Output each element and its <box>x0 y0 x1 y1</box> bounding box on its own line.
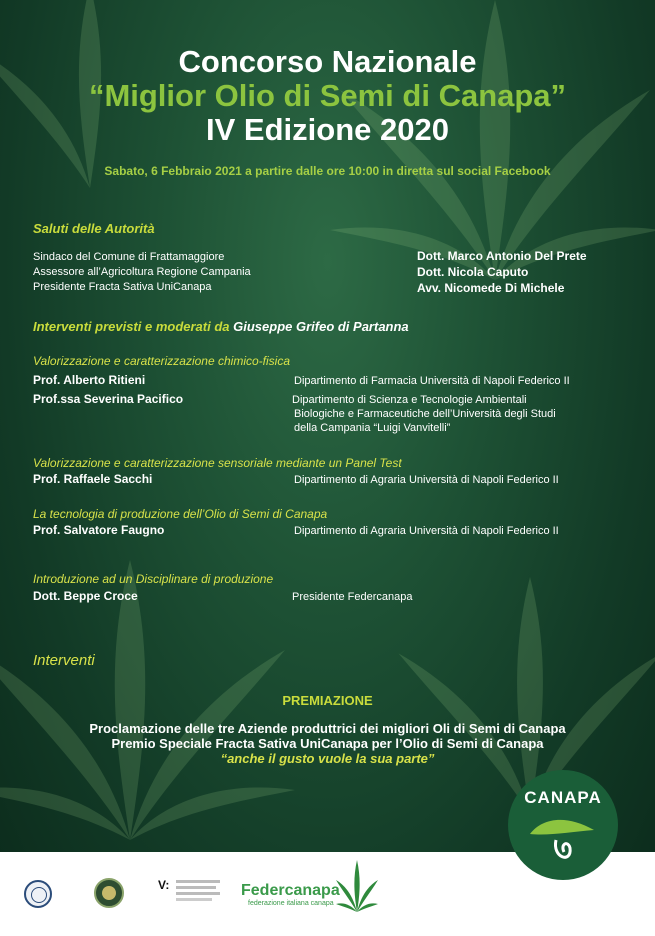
saluti-heading: Saluti delle Autorità <box>33 221 155 236</box>
saluti-roles <box>33 250 251 295</box>
premiazione-line-2: Premio Speciale Fracta Sativa UniCanapa per l’Olio di Semi di Canapa <box>111 736 544 751</box>
speaker-dept: Dipartimento di Agraria Università di Napoli Federico II <box>294 525 559 537</box>
authority-name-1: Dott. Marco Antonio Del Prete <box>417 249 587 263</box>
interventi-heading-prefix: Interventi previsti e moderati da <box>33 319 234 334</box>
v-logo-mark: V: <box>158 878 170 892</box>
vanvitelli-logo-icon <box>158 878 228 904</box>
canapa-badge-icon <box>508 770 618 880</box>
seal-logo-icon <box>94 878 124 908</box>
dept-line: Biologiche e Farmaceutiche dell’Università degli Studi <box>294 408 556 420</box>
session-title-2: Valorizzazione e caratterizzazione sensoriale mediante un Panel Test <box>33 456 402 470</box>
speaker-dept: Dipartimento di Farmacia Università di Napoli Federico II <box>294 375 570 387</box>
dept-line: della Campania “Luigi Vanvitelli” <box>294 422 451 434</box>
session-title-3: La tecnologia di produzione dell’Olio di Semi di Canapa <box>33 507 328 521</box>
speaker-dept: Presidente Federcanapa <box>292 591 413 603</box>
speaker-name: Prof. Salvatore Faugno <box>33 523 165 537</box>
speaker-name: Prof.ssa Severina Pacifico <box>33 392 184 406</box>
federcanapa-subtitle: federazione italiana canapa <box>248 900 334 907</box>
speaker-name: Prof. Raffaele Sacchi <box>33 472 153 486</box>
federcanapa-logo: Federcanapa <box>241 882 340 899</box>
title-line-2: “Miglior Olio di Semi di Canapa” <box>88 78 567 113</box>
canapa-badge <box>508 770 618 880</box>
role-3: Presidente Fracta Sativa UniCanapa <box>33 281 212 293</box>
speaker-name: Prof. Alberto Ritieni <box>33 373 146 387</box>
title-line-3: IV Edizione 2020 <box>206 112 449 147</box>
moderator-name: Giuseppe Grifeo di Partanna <box>233 319 409 334</box>
event-date: Sabato, 6 Febbraio 2021 a partire dalle ore 10:00 in diretta sul social Facebook <box>104 164 551 178</box>
role-1: Sindaco del Comune di Frattamaggiore <box>33 251 225 263</box>
canapa-badge-text: CANAPA <box>524 788 602 807</box>
speaker-dept: Dipartimento di Agraria Università di Napoli Federico II <box>294 474 559 486</box>
dept-line: Dipartimento di Scienza e Tecnologie Ambientali <box>292 394 527 406</box>
speaker-dept <box>292 393 556 435</box>
university-seal-icon <box>24 880 52 908</box>
saluti-names <box>417 248 587 296</box>
authority-name-3: Avv. Nicomede Di Michele <box>417 281 565 295</box>
authority-name-2: Dott. Nicola Caputo <box>417 265 529 279</box>
hemp-leaf-logo-icon <box>336 858 378 914</box>
interventi-label: Interventi <box>33 652 95 669</box>
speaker-name: Dott. Beppe Croce <box>33 589 138 603</box>
interventi-heading <box>33 319 409 334</box>
title-line-1: Concorso Nazionale <box>178 44 477 79</box>
premiazione-heading: PREMIAZIONE <box>282 693 373 708</box>
session-title-1: Valorizzazione e caratterizzazione chimico-fisica <box>33 354 290 368</box>
premiazione-line-1: Proclamazione delle tre Aziende produttrici dei migliori Oli di Semi di Canapa <box>89 721 566 736</box>
premiazione-line-3: “anche il gusto vuole la sua parte” <box>220 751 435 766</box>
role-2: Assessore all’Agricoltura Regione Campania <box>33 266 251 278</box>
session-title-4: Introduzione ad un Disciplinare di produzione <box>33 572 274 586</box>
